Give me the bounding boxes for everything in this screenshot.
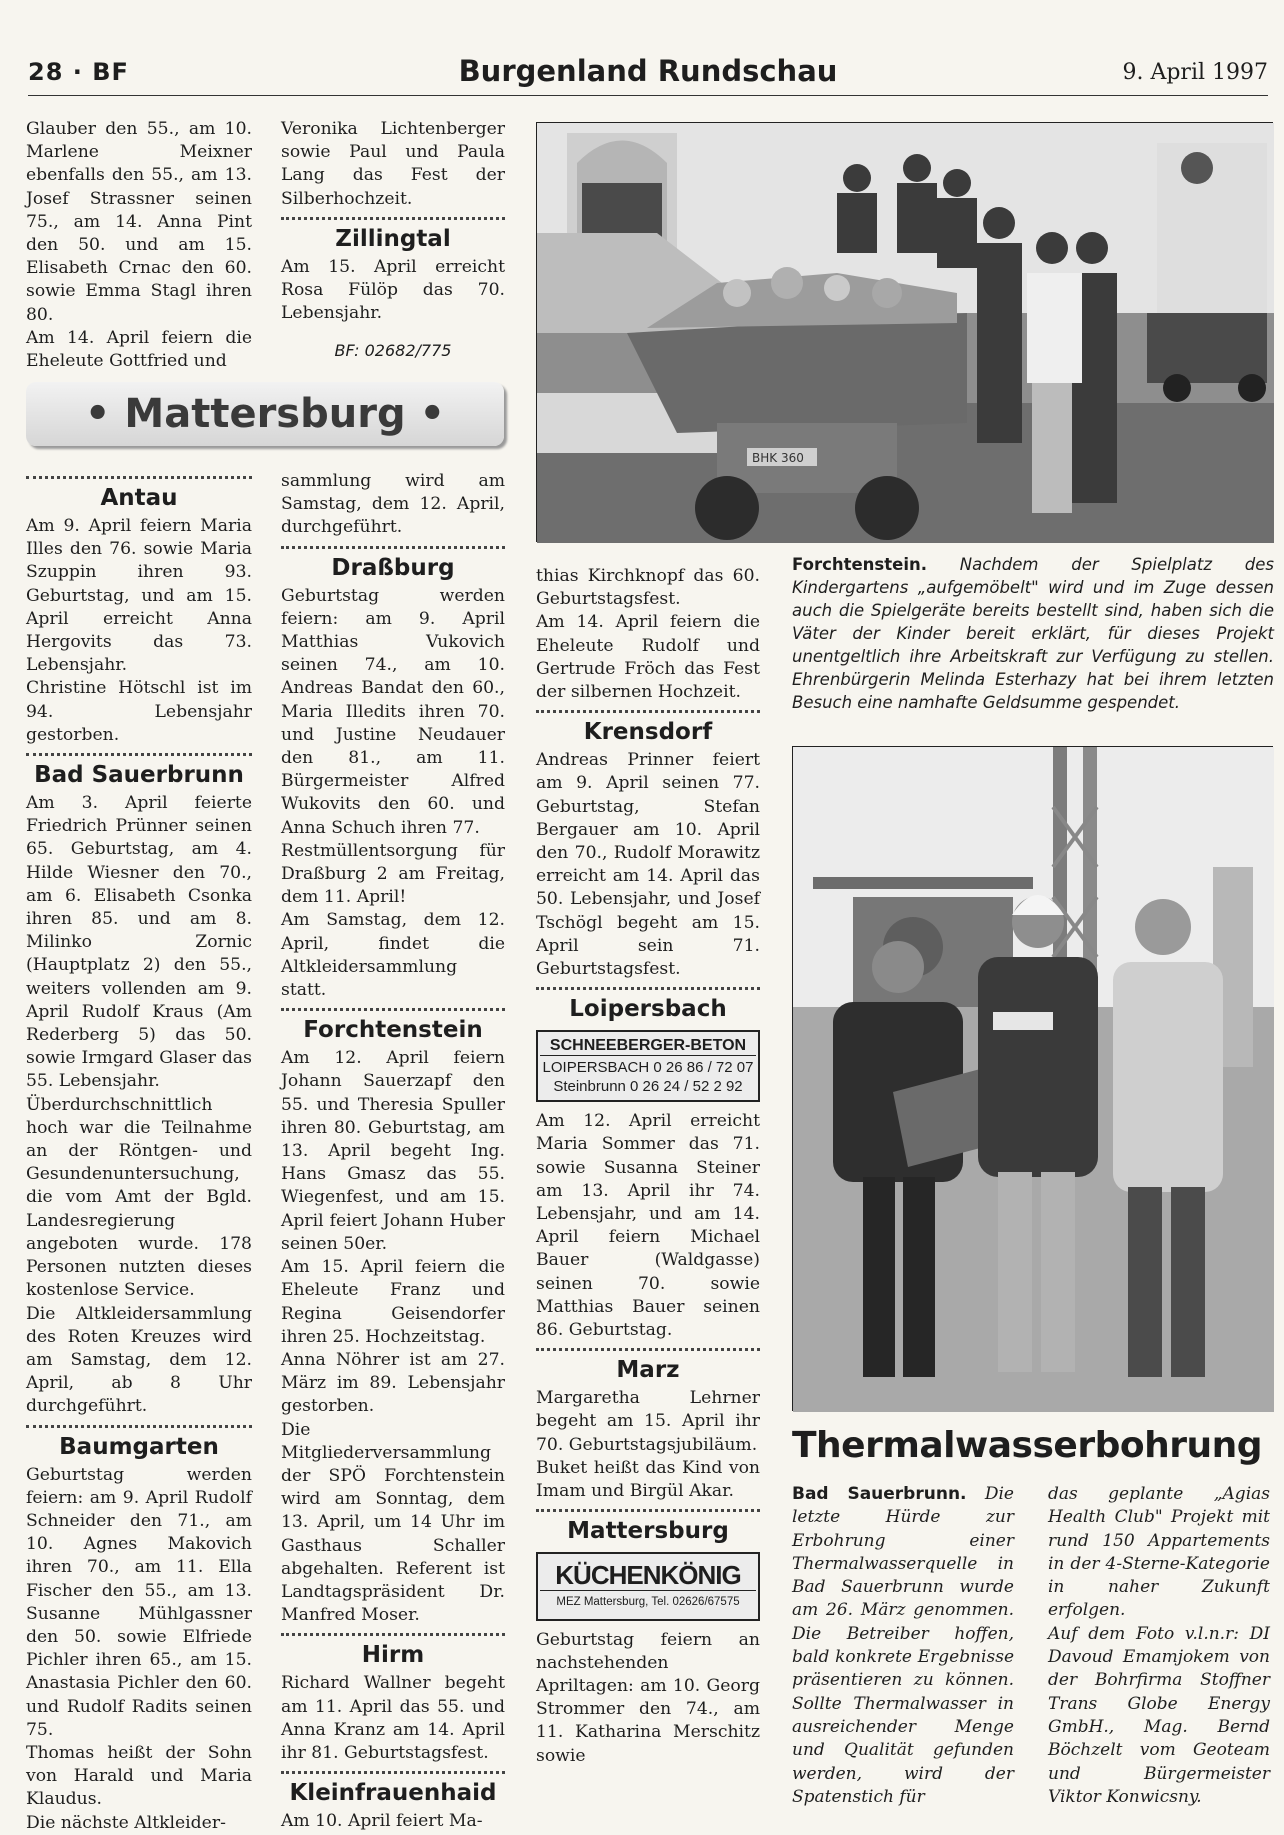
section-title-hirm: Hirm — [361, 1642, 425, 1669]
news-column-3 — [536, 565, 760, 1768]
paragraph: Am 14. April feiern die Eheleute Gottfried und — [26, 327, 252, 372]
page-header — [28, 52, 1268, 96]
article-column-1 — [792, 1483, 1014, 1809]
dotted-divider — [536, 987, 760, 990]
section-title-antau: Antau — [100, 485, 178, 511]
ad-address: MEZ Mattersburg, Tel. 02626/67575 — [540, 1590, 756, 1614]
section-title-zillingtal: Zillingtal — [335, 225, 451, 252]
paragraph: Richard Wallner begeht am 11. April das 55. und Anna Kranz am 14. April ihr 81. Geburtstagsfest. — [281, 1673, 505, 1763]
paragraph: Veronika Lichtenberger sowie Paul und Paula Lang das Fest der Silberhochzeit. — [281, 119, 505, 209]
section-title-loipersbach: Loipersbach — [569, 996, 727, 1023]
continued-column-1 — [26, 118, 252, 373]
ad-logo: KÜCHENKÖNIG — [555, 1560, 741, 1591]
section-title-bad-sauerbrunn: Bad Sauerbrunn — [34, 762, 244, 789]
newspaper-title: Burgenland Rundschau — [458, 54, 838, 88]
dotted-divider — [536, 1348, 760, 1351]
paragraph: Auf dem Foto v.l.n.r: DI Davoud Emamjokem von der Bohrfirma Stoffner Trans Globe Energy GmbH., Mag. Bernd Böchzelt vom Geoteam und Bürgermeister Viktor Konwicsny. — [1048, 1623, 1270, 1807]
paragraph: Geburtstag werden feiern: am 9. April Rudolf Schneider den 71., am 10. Agnes Makovich ihren 70., am 11. Ella Fischer den 55., am 13. Susanne Mühlgassner den 50. sowie Elfriede Pichler ihren 65., am 15. Anastasia Pichler den 60. und Rudolf Radits seinen 75. — [26, 1464, 252, 1740]
paragraph: Die nächste Altkleider- — [26, 1812, 226, 1833]
issue-date: 9. April 1997 — [1122, 60, 1268, 85]
paragraph: Die Mitgliederversammlung der SPÖ Forchtenstein wird am Sonntag, dem 13. April, um 14 Uhr im Gasthaus Schaller abgehalten. Referent ist Landtagspräsident Dr. Manfred Moser. — [281, 1419, 505, 1626]
paragraph: Am 9. April feiern Maria Illes den 76. sowie Maria Szuppin ihren 93. Geburtstag, und am 15. April erreicht Anna Hergovits das 73. Lebensjahr. — [26, 516, 252, 676]
author-signature: BF: 02682/775 — [334, 341, 452, 361]
dotted-divider — [536, 1509, 760, 1512]
section-title-krensdorf: Krensdorf — [583, 719, 713, 746]
advertisement-schneeberger-beton — [536, 1030, 760, 1102]
paragraph: Christine Hötschl ist im 94. Lebensjahr gestorben. — [26, 678, 252, 745]
vehicle-plate: BHK 360 — [752, 451, 804, 465]
advertisement-kuechenkoenig — [536, 1552, 760, 1620]
paragraph: Andreas Prinner feiert am 9. April seinen 77. Geburtstag, Stefan Bergauer am 10. April den 70., Rudolf Morawitz erreicht am 14. April das 50. Lebensjahr, und Josef Tschögl begeht am 15. April sein 71. Geburtstagsfest. — [536, 750, 760, 980]
caption-text: Nachdem der Spielplatz des Kindergartens „aufgemöbelt" wird und im Zuge dessen auch die Spielgeräte bereits bestellt sind, haben sich die Väter der Kinder bereit erklärt, für dieses Projekt unentgeltlich ihre Arbeitskraft zur Verfügung zu stellen. Ehrenbürgerin Melinda Esterhazy hat bei ihrem letzten Besuch eine namhafte Geldsumme gespendet. — [792, 555, 1274, 712]
section-banner-mattersburg: • Mattersburg • — [26, 382, 504, 446]
section-title-marz: Marz — [616, 1357, 680, 1384]
article-column-2 — [1048, 1483, 1270, 1809]
paragraph: Überdurchschnittlich hoch war die Teilnahme an der Röntgen- und Gesundenuntersuchung, die vom Amt der Bgld. Landesregierung angeboten wurde. 178 Personen nutzten dieses kostenlose Service. — [26, 1094, 252, 1301]
section-title-kleinfrauenhaid: Kleinfrauenhaid — [289, 1780, 497, 1807]
paragraph: Am 3. April feierte Friedrich Prünner seinen 65. Geburtstag, am 4. Hilde Wiesner den 70., am 6. Elisabeth Csonka ihren 85. und am 8. Milinko Zornic (Hauptplatz 2) den 55., weiters vollenden am 9. April Rudolf Kraus (Am Rederberg 5) das 50. sowie Irmgard Glaser das 55. Lebensjahr. — [26, 793, 252, 1092]
paragraph: Thomas heißt der Sohn von Harald und Maria Klaudus. — [26, 1742, 252, 1810]
continued-column-2 — [281, 118, 505, 363]
dotted-divider — [281, 1771, 505, 1774]
news-column-1 — [26, 470, 252, 1835]
dotted-divider — [281, 546, 505, 549]
paragraph: Glauber den 55., am 10. Marlene Meixner ebenfalls den 55., am 13. Josef Strassner seinen 75., am 14. Anna Pint den 50. und am 15. Elisabeth Crnac den 60. sowie Emma Stagl ihren 80. — [26, 119, 252, 325]
dotted-divider — [26, 1425, 252, 1428]
ad-phone-steinbrunn: Steinbrunn 0 26 24 / 52 2 92 — [553, 1078, 743, 1096]
article-headline: Thermalwasserbohrung — [792, 1425, 1262, 1466]
photo-thermal-drilling-team — [792, 746, 1273, 1411]
dotted-divider — [536, 710, 760, 713]
paragraph: Am 10. April feiert Ma- — [281, 1811, 483, 1832]
paragraph: Am 12. April feiern Johann Sauerzapf den 55. und Theresia Spuller ihren 80. Geburtstag, am 13. April begeht Ing. Hans Gmasz das 55. Wiegenfest, und am 15. April feiert Johann Huber seinen 50er. — [281, 1048, 505, 1254]
paragraph: Am 15. April feiern die Eheleute Franz und Regina Geisendorfer ihren 25. Hochzeitstag. — [281, 1257, 505, 1347]
article-place: Bad Sauerbrunn. — [792, 1484, 967, 1504]
paragraph: Am Samstag, dem 12. April, findet die Altkleidersammlung statt. — [281, 910, 505, 1001]
paragraph: Am 15. April erreicht Rosa Fülöp das 70. Lebensjahr. — [281, 256, 505, 324]
caption-place: Forchtenstein. — [792, 555, 927, 574]
dotted-divider — [281, 217, 505, 220]
photo-illustration — [537, 123, 1274, 543]
section-title-drassburg: Draßburg — [331, 554, 455, 581]
paragraph: das geplante „Agias Health Club" Projekt mit rund 150 Appartements in der 4-Sterne-Kategorie in naher Zukunft erfolgen. — [1048, 1484, 1270, 1621]
dotted-divider — [26, 476, 252, 479]
ad-phone-loipersbach: LOIPERSBACH 0 26 86 / 72 07 — [542, 1059, 754, 1077]
paragraph: Die Altkleidersammlung des Roten Kreuzes wird am Samstag, dem 12. April, ab 8 Uhr durchgeführt. — [26, 1303, 252, 1417]
ad-title: SCHNEEBERGER-BETON — [540, 1036, 756, 1056]
paragraph: Margaretha Lehrner begeht am 15. April ihr 70. Geburtstagsjubiläum. — [536, 1388, 760, 1455]
paragraph: Am 14. April feiern die Eheleute Rudolf und Gertrude Fröch das Fest der silbernen Hochzeit. — [536, 612, 760, 703]
page-number: 28 · BF — [28, 58, 129, 86]
section-title-baumgarten: Baumgarten — [59, 1433, 219, 1460]
dotted-divider — [26, 753, 252, 756]
paragraph: Anna Nöhrer ist am 27. März im 89. Lebensjahr gestorben. — [281, 1349, 505, 1417]
paragraph: Geburtstag feiern an nachstehenden Apriltagen: am 10. Georg Strommer den 74., am 11. Katharina Merschitz sowie — [536, 1629, 760, 1766]
photo-caption-forchtenstein — [792, 553, 1274, 714]
news-column-2 — [281, 470, 505, 1833]
section-title-forchtenstein: Forchtenstein — [303, 1017, 483, 1044]
section-title-mattersburg: Mattersburg — [567, 1518, 729, 1545]
paragraph: Geburtstag werden feiern: am 9. April Matthias Vukovich seinen 74., am 10. Andreas Bandat den 60., Maria Illedits ihren 70. und Justine Neudauer den 81., am 11. Bürgermeister Alfred Wukovits den 60. und Anna Schuch ihren 77. — [281, 585, 505, 838]
paragraph: thias Kirchknopf das 60. Geburtstagsfest. — [536, 566, 760, 610]
dotted-divider — [281, 1008, 505, 1011]
photo-playground-volunteers — [536, 122, 1273, 542]
paragraph: Am 12. April erreicht Maria Sommer das 71. sowie Susanna Steiner am 13. April ihr 74. Lebensjahr, und am 14. April feiern Michael Bauer (Waldgasse) seinen 70. sowie Matthias Bauer seinen 86. Geburtstag. — [536, 1111, 760, 1341]
paragraph: sammlung wird am Samstag, dem 12. April, durchgeführt. — [281, 471, 505, 538]
paragraph: Die letzte Hürde zur Erbohrung einer Thermalwasserquelle in Bad Sauerbrunn wurde am 26. März genommen. Die Betreiber hoffen, bald konkrete Ergebnisse präsentieren zu können. Sollte Thermalwasser in ausreichender Menge und Qualität gefunden werden, wird der Spatenstich für — [792, 1484, 1014, 1807]
dotted-divider — [281, 1633, 505, 1636]
photo-illustration — [793, 747, 1274, 1412]
paragraph: Buket heißt das Kind von Imam und Birgül Akar. — [536, 1457, 760, 1502]
paragraph: Restmüllentsorgung für Draßburg 2 am Freitag, dem 11. April! — [281, 840, 505, 908]
